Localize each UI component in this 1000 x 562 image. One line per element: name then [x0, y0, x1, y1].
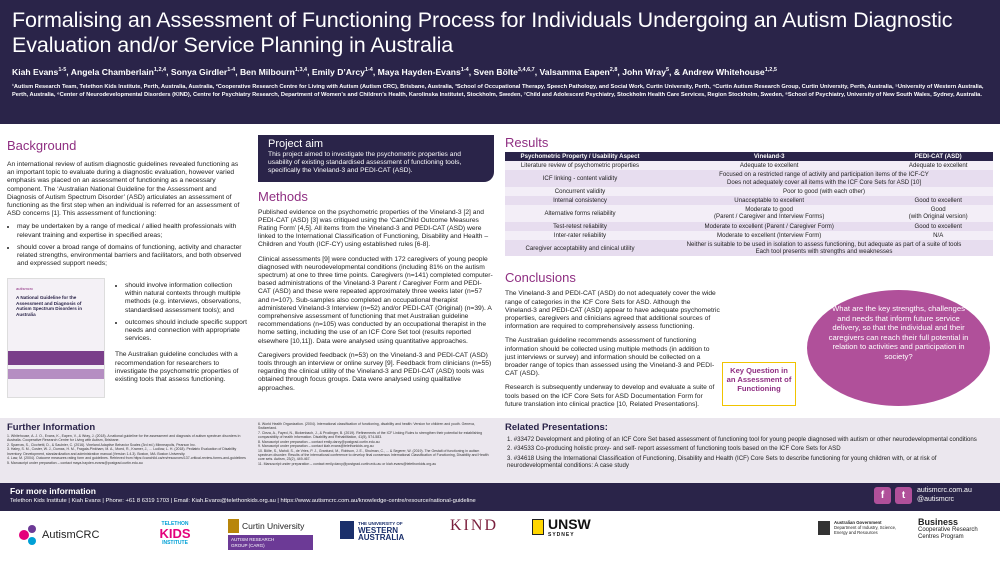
- footer-handle[interactable]: @autismcrc: [917, 496, 955, 503]
- reference: 7. Cieza, A., Fayed, N., Bickenbach, J., & Prodinger, B. (2019). Refinements of the ICF Linking Rules to strengthen their potential for establishing comparability of health information. Disability and Rehabilitation, 41(5), 574-583.: [258, 430, 483, 439]
- author-name: Kiah Evans: [12, 66, 59, 77]
- methods-para-1: Published evidence on the psychometric properties of the Vineland-3 [2] and PEDI-CAT (ASD) [3] was critiqued using the ‘CanChild Outcome Measures Rating Form’ [4,5]. All items from the Vineland-3 and PEDI-CAT (ASD) were linked to the International Classification of Functioning, Disability and Health – Children and Youth (ICF-CY) using established rules [6-8].: [258, 208, 489, 249]
- list-item: • may be undertaken by a range of medical / allied health professionals with relevant training and expertise in specified areas;: [17, 223, 247, 239]
- unsw-line-2: SYDNEY: [548, 532, 575, 538]
- unsw-crest-icon: [532, 519, 544, 535]
- table-cell: Concurrent validity: [505, 187, 655, 196]
- autismcrc-wordmark: AutismCRC: [42, 529, 100, 541]
- references-middle: [258, 422, 494, 467]
- table-row: [505, 196, 993, 205]
- table-row: [505, 187, 993, 196]
- table-cell: Good to excellent: [883, 222, 993, 231]
- reference: 1. Whitehouse, A. J. O., Evans, K., Eapen, V., & Wray, J. (2018). A national guideline for the assessment and diagnosis of autism spectrum disorders in Australia. Cooperative Research Centre for Living with Autism, Brisbane.: [7, 434, 241, 443]
- reference: 9. Manuscript under preparation – contact kiah.evans@telethonkids.org.au: [258, 444, 374, 449]
- author-affiliation-marker: 3,4,6,7: [517, 67, 535, 73]
- methods-body: [258, 209, 494, 393]
- author-name: Ben Milbourn: [239, 66, 295, 77]
- footer-web[interactable]: [917, 486, 972, 504]
- unsw-line-1: UNSW: [548, 516, 591, 532]
- background-conclusion: The Australian guideline concludes with a recommendation for researchers to investigate the psychometric properties of existing tools that assess functioning.: [115, 351, 239, 384]
- gov-line-2: Department of Industry, Science, Energy and Resources: [834, 525, 897, 535]
- table-cell: Adequate to excellent: [883, 161, 993, 170]
- author-affiliation-marker: 1-4: [227, 67, 236, 73]
- methods-para-2: Clinical assessments [9] were conducted with 172 caregivers of young people diagnosed with neurodevelopmental conditions (including 81% on the autism spectrum) at one to three time points. Caregivers (n=141) completed computer-based administrations of the Vineland-3 Parent / Caregiver Form and PEDI-CAT (ASD) and these were repeated approximately three weeks later (n=57 and n=107). Sub-samples also completed an occupational therapist administered Vineland-3 Interview (n=52) and/or PEDI-CAT (Original) (n=39). A comprehensive assessment of functioning that met Australian guideline recommendations (n=105) was conducted by an occupational therapist in the home setting, including the use of an ICF Core Set tool (results reported elsewhere [10,11]). Data were analysed using quantitative approaches.: [258, 255, 493, 345]
- uwa-crest-icon: [340, 521, 354, 539]
- conclusions-heading: Conclusions: [505, 270, 576, 286]
- key-question-oval: What are the key strengths, challenges and needs that inform future service delivery, so that the individual and their caregivers can reach their full potential in relation to activities and participation in society?: [807, 290, 990, 406]
- table-cell: Unacceptable to excellent: [655, 196, 883, 205]
- conclusions-body: [505, 290, 720, 409]
- background-section: [7, 138, 247, 384]
- aim-methods-column: [258, 135, 494, 399]
- table-row: [505, 231, 993, 240]
- carg-band: [228, 535, 313, 550]
- table-cell: Literature review of psychometric properties: [505, 161, 655, 170]
- australian-government-logo: [818, 517, 908, 557]
- unsw-logo: [532, 517, 602, 557]
- cover-brand: autismcrc: [16, 286, 34, 291]
- kind-wordmark: KIND: [450, 517, 498, 534]
- reference: 4. Law, M. (2004). Outcome measures rating form and guidelines. Retrieved from https://canchild.ca/en/resources/137-critical-review-forms-and-guidelines: [7, 456, 246, 461]
- table-cell: Adequate to excellent: [655, 161, 883, 170]
- author-name: Angela Chamberlain: [70, 66, 154, 77]
- cover-band: [8, 351, 104, 365]
- table-cell: N/A: [883, 231, 993, 240]
- telethon-kids-logo: [145, 517, 205, 557]
- project-aim-box: [258, 135, 494, 182]
- curtin-crest-icon: [228, 519, 239, 533]
- list-item: 1. #33472 Development and piloting of an ICF Core Set based assessment of functioning tool for young people diagnosed with autism or other neurodevelopmental conditions: [507, 436, 977, 443]
- project-aim-heading: Project aim: [268, 138, 324, 150]
- author-affiliation-marker: 1,2,5: [764, 67, 777, 73]
- cover-band-light: [8, 369, 104, 379]
- author-name: Sven Bölte: [473, 66, 518, 77]
- background-heading: Background: [7, 138, 77, 153]
- related-presentations-heading: Related Presentations:: [505, 422, 608, 433]
- list-item: 2. #34533 Co-producing holistic proxy- and self- report assessment of functioning tools based on the ICF Core Sets for ASD: [507, 445, 841, 453]
- uwa-line-3: AUSTRALIA: [358, 533, 405, 542]
- kind-logo: [450, 517, 510, 557]
- table-cell: Poor to good (with each other): [655, 187, 993, 196]
- twitter-icon[interactable]: t: [895, 487, 912, 504]
- table-cell: Focused on a restricted range of activity and participation items of the ICF-CY Does not adequately cover all items with the ICF Core Sets for ASD [10]: [655, 170, 993, 186]
- author-affiliation-marker: 5: [665, 67, 670, 73]
- table-cell: Moderate to excellent (Interview Form): [655, 231, 883, 240]
- autismcrc-logo: [10, 517, 130, 557]
- table-row: [505, 222, 993, 231]
- table-cell: Moderate to excellent (Parent / Caregiver Form): [655, 222, 883, 231]
- author-affiliation-marker: 1-4: [460, 67, 469, 73]
- facebook-icon[interactable]: f: [874, 487, 891, 504]
- table-cell: Neither is suitable to be used in isolation to assess functioning, but adequate as part of a suite of tools Each tool presents with strengths and weaknesses: [655, 240, 993, 256]
- project-aim-text: This project aimed to investigate the psychometric properties and usability of existing standardised assessment of functioning tools, specifically the Vineland-3 and PEDI-CAT (ASD).: [268, 151, 462, 175]
- table-row: [505, 240, 993, 256]
- background-bullets-2: [125, 282, 247, 343]
- uwa-logo: [340, 517, 435, 557]
- footer-bar: [0, 483, 1000, 511]
- further-info-heading: Further Information: [7, 422, 96, 433]
- tki-line-3: INSTITUTE: [162, 540, 188, 546]
- author-list: Kiah Evans$^{1-5}$, Angela Chamberlain$^{1,2,4}$, Sonya Girdler$^{1-4}$, Ben Milbourn$^{1,3,4}$, Emily D’Arcy$^{1-4}$, Maya Hayden-Evans$^{1-4}$, Sven Bölte$^{3,4,6,7}$, Valsamma Eapen$^{2,8}$, John Wray$^5$, & Andrew Whitehouse$^{1,2,5}$: [12, 66, 777, 77]
- list-item: • outcomes should include specific support needs and connection with appropriate services.: [125, 319, 247, 344]
- bus-line-3: Centres Program: [918, 534, 964, 540]
- coat-of-arms-icon: [818, 521, 830, 535]
- affiliations: ¹Autism Research Team, Telethon Kids Institute, Perth, Australia, Australia, ²Cooperative Research Centre for Living with Autism (Autism CRC), Brisbane, Australia, ³School of Occupational Therapy, Speech Pathology, and Social Work, Curtin University, Perth, ⁴Curtin Autism Research Group, Curtin University, Perth, Australia, ⁵University of Western Australia, Perth, Australia, ⁶Center of Neurodevelopmental Disorders (KIND), Centre for Psychiatry Research, Department of Women’s and Children’s Health, Karolinska Institutet, Stockholm, Sweden, ⁷Child and Adolescent Psychiatry, Stockholm Health Care Services, Region Stockholm, Sweden, ⁸School of Psychiatry, University of New South Wales, Sydney, Australia.: [12, 83, 984, 98]
- column-header: PEDI-CAT (ASD): [883, 152, 993, 161]
- key-question-label: Key Question in an Assessment of Functioning: [722, 362, 796, 406]
- curtin-logo: [228, 517, 313, 557]
- conclusions-para-2: The Australian guideline recommends assessment of functioning information should be collected using multiple methods (in addition to just interviews or survey) and information should be collected on a broader range of topics than assessed using the Vineland-3 and PEDI-CAT (ASD).: [505, 337, 715, 378]
- list-item: 3. #34618 Using the International Classification of Functioning, Disability and Health (ICF) Core Sets to describe functioning for young children with, or at risk of neurodevelopmental conditions: A case study: [507, 454, 937, 470]
- related-presentations-list: [507, 436, 993, 472]
- carg-line-1: AUTISM RESEARCH: [231, 537, 275, 542]
- poster-header: [0, 0, 1000, 124]
- table-row: [505, 161, 993, 170]
- author-affiliation-marker: 2,8: [609, 67, 618, 73]
- author-name: Maya Hayden-Evans: [377, 66, 461, 77]
- table-row: [505, 170, 993, 186]
- table-cell: Good to excellent: [883, 196, 993, 205]
- column-header: Psychometric Property / Usability Aspect: [505, 152, 655, 161]
- reference: 3. Haley, S. M., Coster, W. J., Dumas, H. M., Fragala-Pinkham, M. A., Moed, R., Kramer, J., ... Ludlow, L. H. (2018). Pediatric Evaluation of Disability Inventory: Development, standardization and administration manual (Version 1.4.3). Boston, MA: Boston University.: [7, 447, 237, 456]
- table-cell: ICF linking - content validity: [505, 170, 655, 186]
- table-cell: Test-retest reliability: [505, 222, 655, 231]
- results-heading: Results: [505, 135, 549, 150]
- bus-line-2: Cooperative Research: [918, 527, 978, 533]
- further-information-strip: [0, 418, 1000, 483]
- tki-line-2: KIDS: [159, 526, 191, 541]
- results-table: [505, 152, 993, 256]
- methods-heading: Methods: [258, 188, 308, 204]
- background-bullets-1: [17, 223, 247, 268]
- guideline-cover-image: [7, 278, 105, 398]
- carg-line-2: GROUP (CARG): [231, 542, 265, 548]
- conclusions-para-1: The Vineland-3 and PEDI-CAT (ASD) do not adequately cover the wide range of categories in the ICF Core Sets for ASD. Although the Vineland-3 and PEDI-CAT (ASD) appear to have adequate psychometric properties, caregivers and clinicians agreed that additional sources of information are required to comprehensively assess functioning.: [505, 290, 720, 331]
- methods-para-3: Caregivers provided feedback (n=53) on the Vineland-3 and PEDI-CAT (ASD) tools through an interview or online survey [9]. Feedback from clinicians (n=55) regarding the clinical utility of the Vineland-3 and PEDI-CAT (ASD) tools was obtained through focus groups. Data were analysed using qualitative approaches.: [258, 351, 492, 392]
- author-name: Emily D’Arcy: [311, 66, 365, 77]
- reference: 2. Sparrow, S., Cicchetti, D., & Saulnier, C. (2016). Vineland Adaptive Behavior Scales (3rd ed.) Minneapolis, Pearson Inc.: [7, 442, 196, 447]
- tki-line-1: TELETHON: [161, 521, 189, 527]
- curtin-wordmark: Curtin University: [242, 521, 305, 531]
- author-name: Valsamma Eapen: [539, 66, 610, 77]
- column-header: Vineland-3: [655, 152, 883, 161]
- footer-website[interactable]: autismcrc.com.au: [917, 487, 972, 494]
- poster-title: Formalising an Assessment of Functioning Process for Individuals Undergoing an Autism Diagnostic Evaluation and/or Service Planning in Australia: [12, 8, 953, 57]
- references-left: [7, 434, 252, 466]
- table-cell: Alternative forms reliability: [505, 205, 655, 221]
- business-crc-logo: [918, 517, 996, 557]
- reference: 5. Manuscript under preparation – contact maya.hayden-evans@postgrad.curtin.edu.au: [7, 460, 143, 465]
- cover-title: A National Guideline for the Assessment and Diagnosis of Autism Spectrum Disorders in Australia: [16, 295, 83, 317]
- author-affiliation-marker: 1,2,4: [153, 67, 167, 73]
- reference: 11. Manuscript under preparation – contact emily.darcy@postgrad.curtin.edu.au or kiah.evans@telethonkids.org.au: [258, 461, 437, 466]
- table-cell: Moderate to good (Parent / Caregiver and Interview Forms): [655, 205, 883, 221]
- author-affiliation-marker: 1,3,4: [294, 67, 308, 73]
- author-name: & Andrew Whitehouse: [673, 66, 765, 77]
- uwa-line-1: THE UNIVERSITY OF: [358, 521, 403, 526]
- gov-line-1: Australian Government: [834, 520, 882, 525]
- list-item: • should cover a broad range of domains of functioning, activity and character related strengths, environmental barriers and facilitators, and both observed and expressed support needs;: [17, 244, 247, 269]
- table-cell: Internal consistency: [505, 196, 655, 205]
- bus-line-1: Business: [918, 517, 959, 527]
- table-row: [505, 205, 993, 221]
- footer-contact-line[interactable]: Telethon Kids Institute | Kiah Evans | Phone: +61 8 6319 1703 | Email: Kiah.Evans@telethonkids.org.au | https://www.autismcrc.com.au/knowledge-centre/resource/national-guideline: [10, 498, 476, 504]
- reference: 10. Bölte, S., Mahdi, S., de Vries, P. J., Granlund, M., Robison, J. E., Shulman, C., ... & Segerer, W. (2019). The Gestalt of functioning in autism spectrum disorder: Results of the international conference to develop final consensus International Classification of Functioning, Disability and Health core sets. Autism, 23(2), 449-467.: [258, 448, 489, 462]
- conclusions-para-3: Research is subsequently underway to develop and evaluate a suite of tools based on the ICF Core Sets for ASD Documentation Form for future translation into clinical practice [10, Related Presentations].: [505, 384, 715, 408]
- reference: 6. World Health Organization. (2004). International classification of functioning, disability and health: Version for children and youth. Geneva, Switzerland.: [258, 422, 475, 431]
- reference: 8. Manuscript under preparation – contact emily.darcy@postgrad.curtin.edu.au: [258, 439, 380, 444]
- author-affiliation-marker: 1-5: [58, 67, 67, 73]
- table-cell: Caregiver acceptability and clinical utility: [505, 240, 655, 256]
- author-name: John Wray: [622, 66, 666, 77]
- table-cell: Inter-rater reliability: [505, 231, 655, 240]
- background-intro: An international review of autism diagnostic guidelines revealed functioning as an important topic to evaluate during a diagnostic evaluation, however varied emphasis was placed on an assessment of functioning as a necessary component. The ‘Australian National Guideline for the Assessment and Diagnosis of Autism Spectrum Disorder’ (ASD) articulates an assessment of functioning as the first step when an individual is referred for an assessment of ASD concerns [1]. This assessment of functioning:: [7, 161, 240, 218]
- footer-heading: For more information: [10, 486, 96, 496]
- uwa-line-2: WESTERN: [358, 526, 398, 535]
- author-name: Sonya Girdler: [170, 66, 228, 77]
- table-cell: Good (with Original version): [883, 205, 993, 221]
- author-affiliation-marker: 1-4: [364, 67, 373, 73]
- list-item: • should involve information collection within natural contexts through multiple methods (e.g. interviews, observations, standardised assessment tools); and: [125, 282, 247, 315]
- table-header-row: [505, 152, 993, 161]
